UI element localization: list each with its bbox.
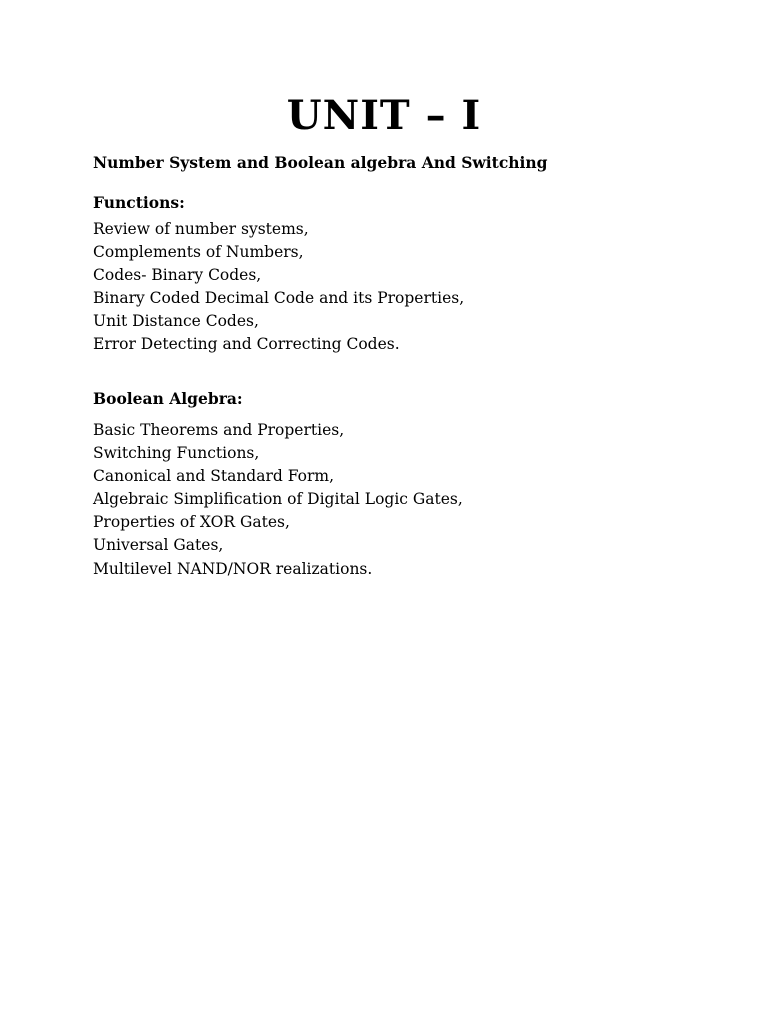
- list-item: Algebraic Simplification of Digital Logic Gates,: [93, 490, 463, 509]
- list-item: Canonical and Standard Form,: [93, 467, 334, 486]
- list-item: Binary Coded Decimal Code and its Properties,: [93, 289, 465, 308]
- list-item: Error Detecting and Correcting Codes.: [93, 335, 400, 354]
- section-heading-boolean-algebra: Boolean Algebra:: [93, 389, 243, 408]
- unit-subtitle: Number System and Boolean algebra And Switching: [93, 153, 548, 172]
- list-item: Review of number systems,: [93, 220, 309, 238]
- boolean-algebra-topic-list: [93, 419, 463, 581]
- list-item: Unit Distance Codes,: [93, 312, 259, 331]
- list-item: Multilevel NAND/NOR realizations.: [93, 559, 373, 578]
- functions-topic-list: [93, 218, 464, 357]
- section-heading-functions: Functions:: [93, 193, 185, 212]
- list-item: Universal Gates,: [93, 536, 224, 555]
- list-item: Codes- Binary Codes,: [93, 266, 262, 285]
- list-item: Basic Theorems and Properties,: [93, 421, 345, 439]
- unit-title: UNIT – I: [286, 92, 482, 139]
- list-item: Complements of Numbers,: [93, 243, 304, 262]
- list-item: Switching Functions,: [93, 444, 260, 463]
- list-item: Properties of XOR Gates,: [93, 513, 290, 532]
